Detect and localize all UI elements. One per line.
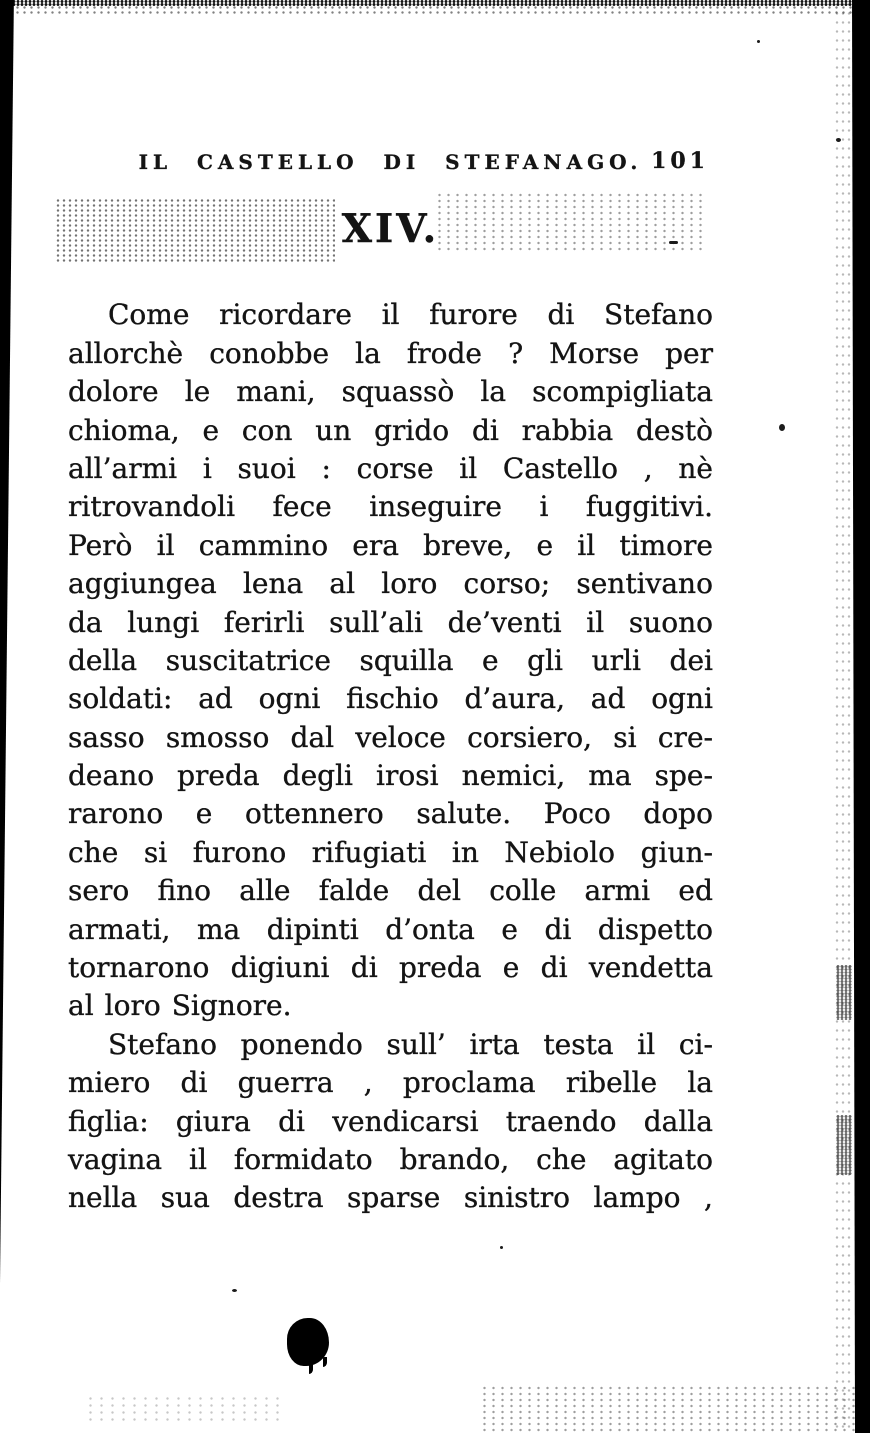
text-line: Come ricordare il furore di Stefano (108, 298, 713, 332)
text-line: Però il cammino era breve, e il timore (68, 528, 713, 562)
text-line: deano preda degli irosi nemici, ma spe- (68, 759, 713, 793)
text-line: miero di guerra , proclama ribelle la (68, 1066, 713, 1100)
scan-speck (757, 40, 760, 43)
text-line: sero fino alle falde del colle armi ed (68, 874, 713, 908)
text-line: ritrovandoli fece inseguire i fuggitivi. (68, 490, 713, 524)
text-line: che si furono rifugiati in Nebiolo giun- (68, 835, 713, 869)
right-edge-ragged-noise (834, 0, 852, 1433)
text-line: della suscitatrice squilla e gli urli dei (68, 643, 713, 677)
text-line: da lungi ferirli sull’ali de’venti il suono (68, 605, 713, 639)
scan-noise-patch-bottom-left (85, 1395, 285, 1423)
text-line: dolore le mani, squassò la scompigliata (68, 375, 713, 409)
text-line: vagina il formidato brando, che agitato (68, 1142, 713, 1176)
scan-speck (500, 1246, 503, 1249)
text-line: figlia: giura di vendicarsi traendo dalla (68, 1104, 713, 1138)
paragraph (68, 293, 713, 1022)
chapter-heading: XIV. (341, 206, 440, 252)
page-body (68, 293, 713, 1214)
scan-speck (232, 1289, 237, 1292)
paragraph (68, 1022, 713, 1214)
text-line: sasso smosso dal veloce corsiero, si cre- (68, 720, 713, 754)
text-line: allorchè conobbe la frode ? Morse per (68, 336, 713, 370)
top-edge-noise-sparse (0, 5, 870, 16)
scan-speck (836, 138, 841, 142)
page-content (68, 148, 713, 1215)
text-line: tornarono digiuni di preda e di vendetta (68, 951, 713, 985)
text-line: rarono e ottennero salute. Poco dopo (68, 797, 713, 831)
book-title: IL CASTELLO DI STEFANAGO. (138, 150, 643, 174)
ink-blob (287, 1318, 329, 1366)
page-number: 101 (651, 148, 709, 174)
right-edge-bar (852, 0, 870, 1433)
text-line: soldati: ad ogni fischio d’aura, ad ogni (68, 682, 713, 716)
text-line: chioma, e con un grido di rabbia destò (68, 413, 713, 447)
scan-noise-patch-bottom-right (480, 1385, 870, 1433)
text-line: armati, ma dipinti d’onta e di dispetto (68, 912, 713, 946)
text-line: Stefano ponendo sull’ irta testa il ci- (108, 1027, 713, 1061)
text-line: nella sua destra sparse sinistro lampo , (68, 1181, 713, 1215)
right-edge-clump-2 (836, 1115, 852, 1175)
left-edge-bar (0, 0, 14, 1433)
right-edge-clump-1 (836, 965, 852, 1020)
scan-speck (779, 424, 785, 431)
text-line: aggiungea lena al loro corso; sentivano (68, 567, 713, 601)
running-head (68, 148, 713, 178)
text-line: all’armi i suoi : corse il Castello , nè (68, 451, 713, 485)
text-line: al loro Signore. (68, 989, 292, 1023)
